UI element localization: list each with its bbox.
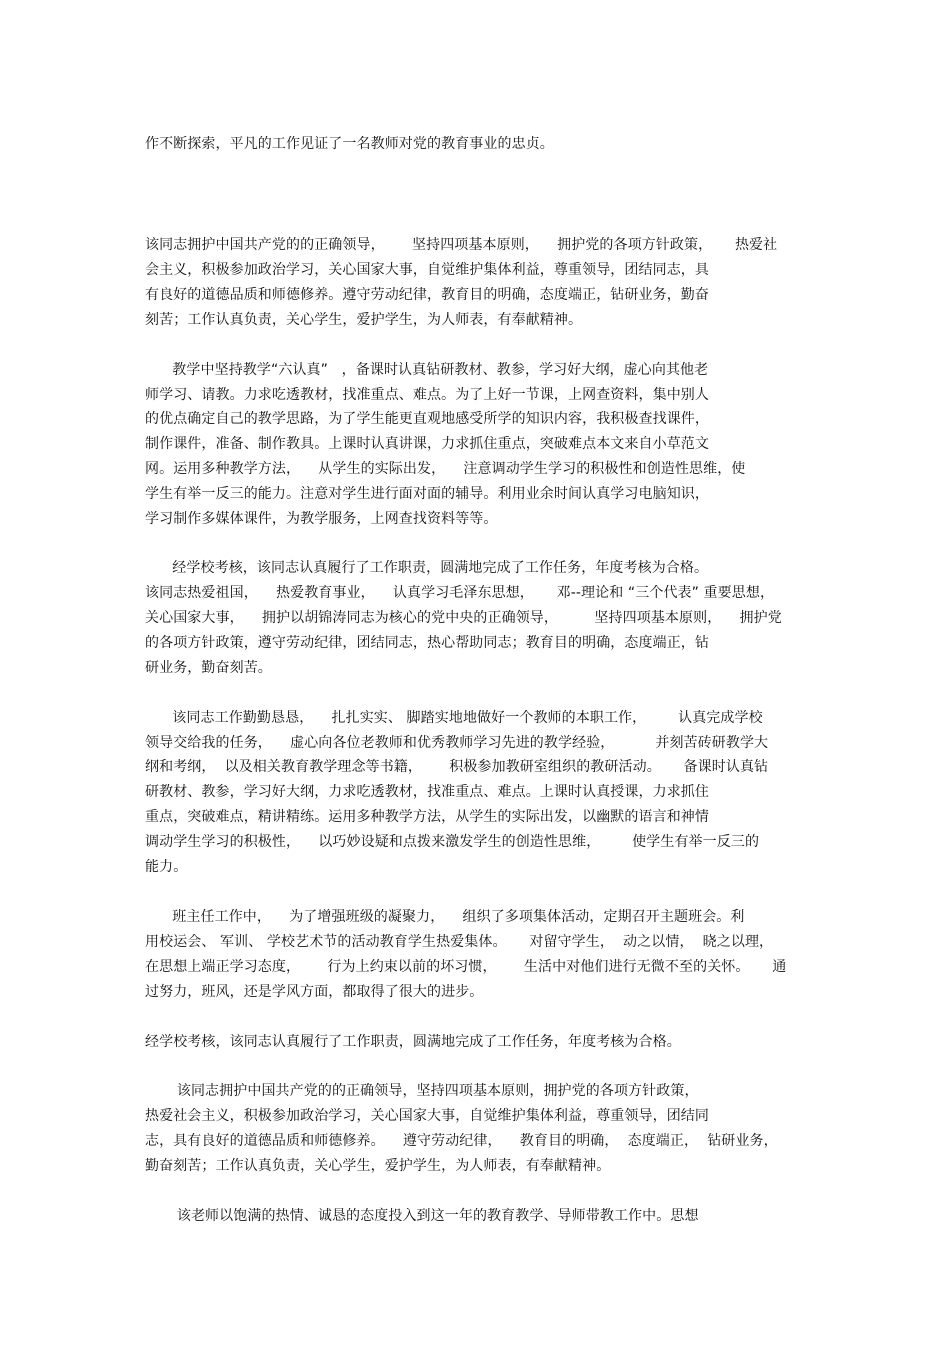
text-line: 会主义，积极参加政治学习，关心国家大事，自觉维护集体利益，尊重领导，团结同志，具 [145, 262, 709, 278]
text-line: 教学中坚持教学“六认真” ，备课时认真钻研教材、教参，学习好大纲，虚心向其他老 [145, 362, 709, 378]
text-line: 过努力，班风，还是学风方面，都取得了很大的进步。 [145, 984, 484, 1000]
text-line: 刻苦；工作认真负责，关心学生，爱护学生，为人师表，有奉献精神。 [145, 312, 583, 328]
text-line: 经学校考核，该同志认真履行了工作职责，圆满地完成了工作任务，年度考核为合格。 [145, 1034, 681, 1050]
text-line: 的优点确定自己的教学思路，为了学生能更直观地感受所学的知识内容，我积极查找课件， [145, 411, 709, 427]
text-line: 纲和考纲， 以及相关教育教学理念等书籍， 积极参加教研室组织的教研活动。 备课时认真钻 [145, 759, 769, 775]
text-line: 用校运会、 军训、 学校艺术节的活动教育学生热爱集体。 对留守学生， 动之以情， 晓之以理， [145, 934, 774, 950]
text-line: 热爱社会主义，积极参加政治学习，关心国家大事，自觉维护集体利益，尊重领导，团结同 [145, 1108, 709, 1124]
text-line: 学习制作多媒体课件，为教学服务，上网查找资料等等。 [145, 511, 498, 527]
text-line: 经学校考核，该同志认真履行了工作职责，圆满地完成了工作任务，年度考核为合格。 [145, 560, 709, 576]
text-line: 在思想上端正学习态度， 行为上约束以前的坏习惯， 生活中对他们进行无微不至的关怀。 通 [145, 959, 787, 975]
text-line: 学生有举一反三的能力。注意对学生进行面对面的辅导。利用业余时间认真学习电脑知识， [145, 486, 709, 502]
text-line: 该同志热爱祖国， 热爱教育事业， 认真学习毛泽东思想， 邓--理论和 “三个代表” 重要思想， [145, 585, 775, 601]
text-line: 作不断探索，平凡的工作见证了一名教师对党的教育事业的忠贞。 [145, 136, 554, 152]
text-line: 班主任工作中， 为了增强班级的凝聚力， 组织了多项集体活动，定期召开主题班会。利 [145, 909, 745, 925]
text-line: 关心国家大事， 拥护以胡锦涛同志为核心的党中央的正确领导， 坚持四项基本原则， 拥护党 [145, 610, 782, 626]
text-line: 该同志工作勤勤恳恳， 扎扎实实、 脚踏实地地做好一个教师的本职工作， 认真完成学校 [145, 710, 763, 726]
text-line: 领导交给我的任务， 虚心向各位老教师和优秀教师学习先进的教学经验， 并刻苦砖研教学大 [145, 735, 769, 751]
text-line: 研业务，勤奋刻苦。 [145, 660, 272, 676]
text-line: 重点，突破难点，精讲精练。运用多种教学方法，从学生的实际出发，以幽默的语言和神情 [145, 809, 709, 825]
text-line: 有良好的道德品质和师德修养。遵守劳动纪律，教育目的明确，态度端正，钻研业务，勤奋 [145, 287, 709, 303]
text-line: 师学习、请教。力求吃透教材，找准重点、难点。为了上好一节课，上网查资料，集中别人 [145, 387, 709, 403]
text-line: 网。运用多种教学方法， 从学生的实际出发， 注意调动学生学习的积极性和创造性思维，使 [145, 461, 746, 477]
text-line: 调动学生学习的积极性， 以巧妙设疑和点拨来激发学生的创造性思维， 使学生有举一反三的 [145, 834, 760, 850]
text-line: 能力。 [145, 859, 188, 875]
text-line: 该老师以饱满的热情、诚恳的态度投入到这一年的教育教学、导师带教工作中。思想 [145, 1208, 699, 1224]
text-line: 该同志拥护中国共产党的的正确领导， 坚持四项基本原则， 拥护党的各项方针政策， 热爱社 [145, 237, 778, 253]
text-line: 志，具有良好的道德品质和师德修养。 遵守劳动纪律， 教育目的明确， 态度端正， 钻研业务， [145, 1133, 778, 1149]
text-line: 研教材、教参，学习好大纲，力求吃透教材，找准重点、难点。上课时认真授课，力求抓住 [145, 784, 709, 800]
text-line: 该同志拥护中国共产党的的正确领导，坚持四项基本原则，拥护党的各项方针政策， [145, 1083, 699, 1099]
text-line: 制作课件，准备、制作教具。上课时认真讲课，力求抓住重点，突破难点本文来自小草范文 [145, 436, 709, 452]
text-line: 勤奋刻苦；工作认真负责，关心学生，爱护学生，为人师表，有奉献精神。 [145, 1158, 611, 1174]
text-line: 的各项方针政策，遵守劳动纪律，团结同志，热心帮助同志；教育目的明确，态度端正，钻 [145, 635, 709, 651]
